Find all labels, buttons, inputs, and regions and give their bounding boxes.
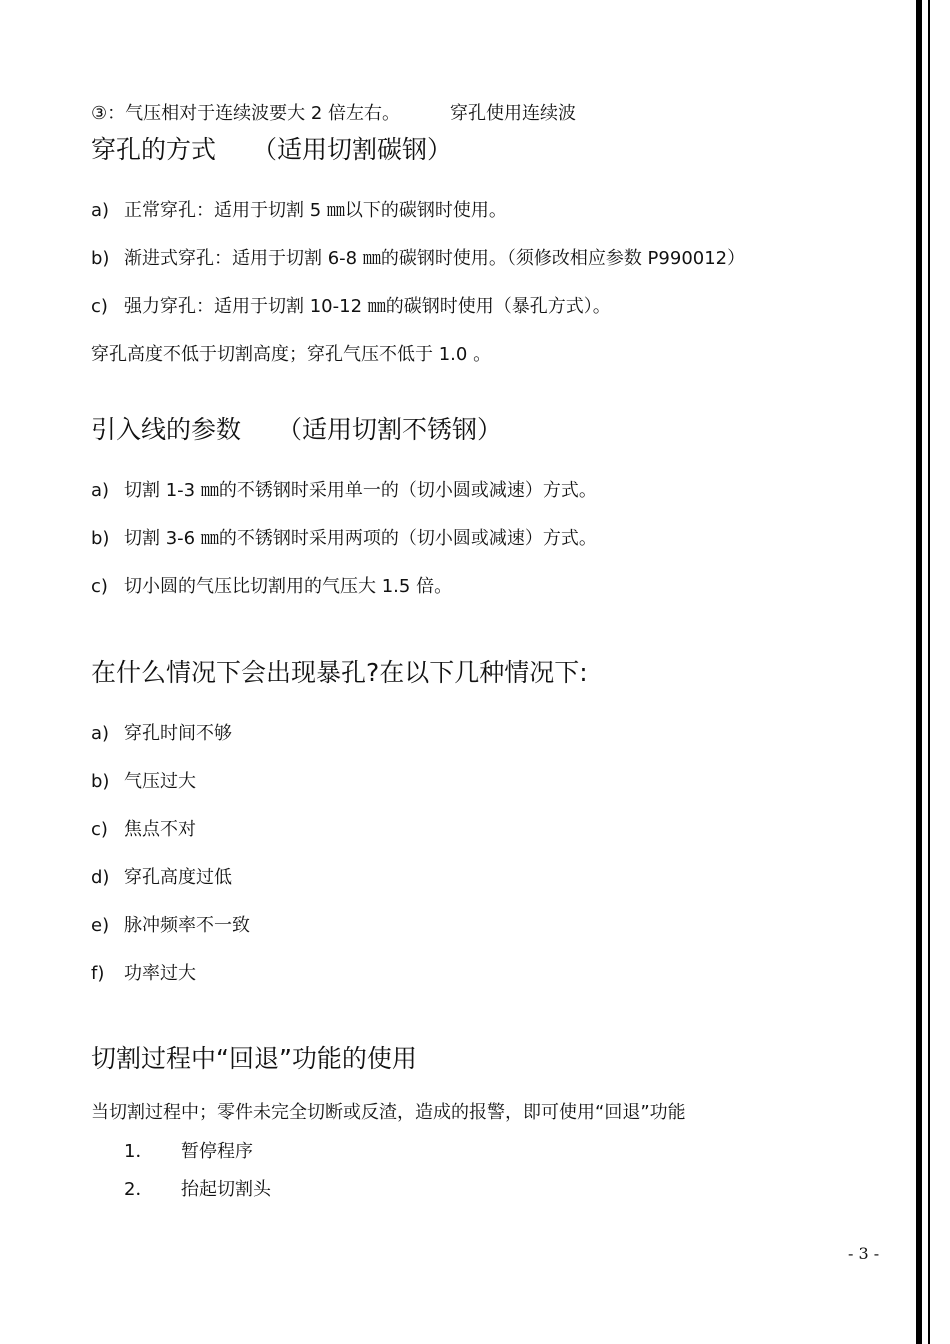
section4-text: 当切割过程中；零件未完全切断或反渣，造成的报警，即可使用“回退”功能 [91,1102,686,1123]
section1-title: 穿孔的方式 [91,135,217,164]
section2-title: 引入线的参数 [91,415,242,444]
list-item [91,528,597,550]
list-item [91,915,250,937]
list-item [91,576,452,598]
list-marker: c) [91,819,108,840]
step-text: 暂停程序 [181,1141,253,1162]
list-text: 切割 3-6 ㎜的不锈钢时采用两项的（切小圆或减速）方式。 [124,528,597,549]
page-border-thick [916,0,922,1344]
numbered-step [124,1179,271,1201]
list-marker: b) [91,771,110,792]
intro-line [91,103,576,125]
intro-note: 穿孔使用连续波 [450,103,577,124]
list-item [91,200,507,222]
step-number: 1． [124,1141,154,1162]
step-number: 2． [124,1179,154,1200]
list-text: 穿孔高度过低 [124,867,232,888]
list-item [91,248,745,270]
list-item [91,723,232,745]
list-text: 穿孔时间不够 [124,723,232,744]
list-text: 焦点不对 [124,819,196,840]
list-marker: f) [91,963,105,984]
page-border-thin [928,0,930,1344]
list-marker: a) [91,723,110,744]
list-text: 切小圆的气压比切割用的气压大 1.5 倍。 [124,576,453,597]
list-marker: b) [91,248,110,269]
list-item [91,296,611,318]
list-marker: c) [91,576,108,597]
list-text: 强力穿孔：适用于切割 10-12 ㎜的碳钢时使用（暴孔方式）。 [124,296,611,317]
list-item [91,819,196,841]
section1-subtitle: （适用切割碳钢） [252,135,453,164]
list-text: 脉冲频率不一致 [124,915,250,936]
list-marker: a) [91,480,110,501]
list-text: 正常穿孔：适用于切割 5 ㎜以下的碳钢时使用。 [124,200,507,221]
list-text: 切割 1-3 ㎜的不锈钢时采用单一的（切小圆或减速）方式。 [124,480,597,501]
section1-note: 穿孔高度不低于切割高度；穿孔气压不低于 1.0 。 [91,344,492,365]
step-text: 抬起切割头 [181,1179,271,1200]
section4-heading: 切割过程中“回退”功能的使用 [91,1044,417,1073]
intro-text: ③：气压相对于连续波要大 2 倍左右。 [91,103,401,124]
section2-subtitle: （适用切割不锈钢） [277,415,503,444]
list-item [91,480,597,502]
list-text: 气压过大 [124,771,196,792]
section2-heading [91,415,502,445]
list-marker: a) [91,200,110,221]
page-number: - 3 - [848,1244,880,1263]
list-marker: d) [91,867,110,888]
list-marker: e) [91,915,110,936]
list-item [91,963,196,985]
list-marker: c) [91,296,108,317]
numbered-step [124,1141,253,1163]
section1-heading [91,135,452,165]
list-marker: b) [91,528,110,549]
list-item [91,867,232,889]
list-item [91,771,196,793]
list-text: 功率过大 [124,963,196,984]
list-text: 渐进式穿孔：适用于切割 6-8 ㎜的碳钢时使用。（须修改相应参数 P990012） [124,248,746,269]
section3-heading: 在什么情况下会出现暴孔?在以下几种情况下: [91,658,588,687]
